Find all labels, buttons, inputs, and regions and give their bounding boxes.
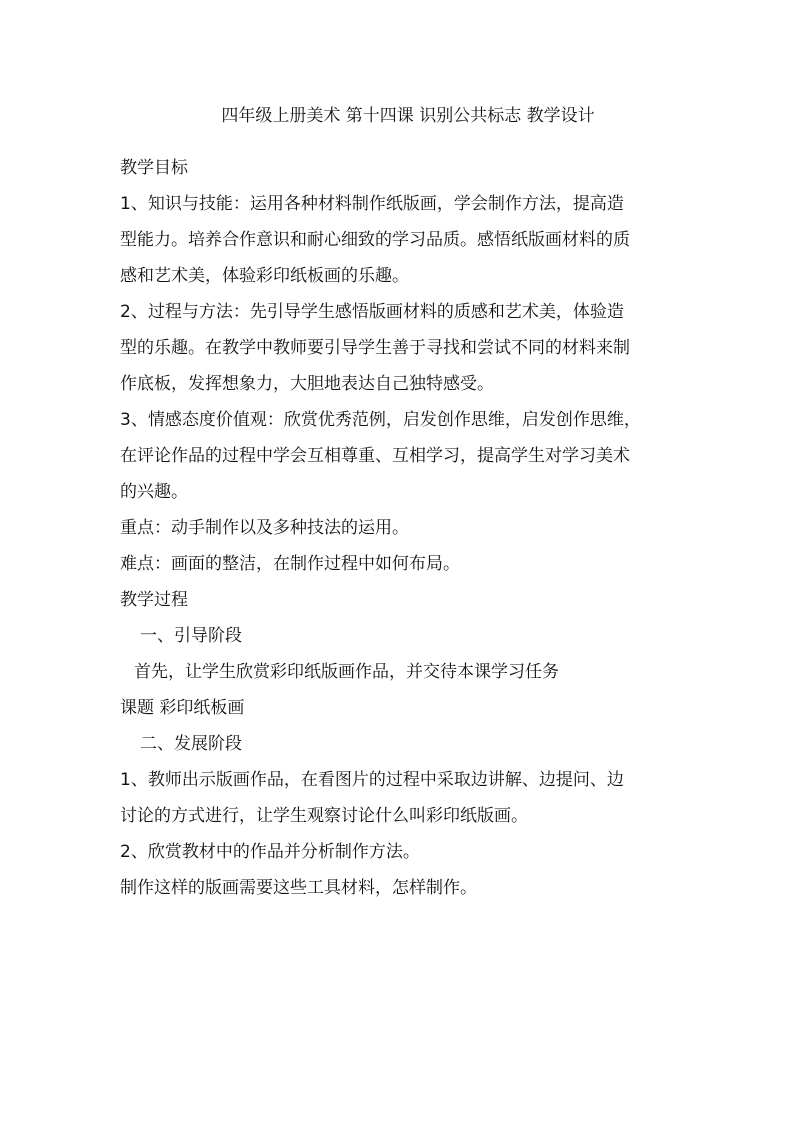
objective-process-method — [120, 294, 680, 402]
stage1-text: 首先，让学生欣赏彩印纸版画作品，并交待本课学习任务 — [134, 662, 559, 682]
stage2-heading: 二、发展阶段 — [140, 734, 242, 754]
document-body — [120, 104, 680, 906]
stage2-item-1 — [120, 762, 680, 834]
objective-line: 作底板，发挥想象力，大胆地表达自己独特感受。 — [120, 374, 494, 394]
objective-line: 2、过程与方法：先引导学生感悟版画材料的质感和艺术美，体验造 — [120, 302, 624, 322]
stage1-heading: 一、引导阶段 — [140, 626, 242, 646]
stage2-text: 制作这样的版画需要这些工具材料，怎样制作。 — [120, 878, 477, 898]
lesson-topic: 课题 彩印纸板画 — [120, 698, 245, 718]
objective-line: 的兴趣。 — [120, 482, 188, 502]
objective-line: 型的乐趣。在教学中教师要引导学生善于寻找和尝试不同的材料来制 — [120, 338, 630, 358]
section-heading-process: 教学过程 — [120, 590, 188, 610]
key-point: 重点：动手制作以及多种技法的运用。 — [120, 518, 409, 538]
objective-line: 感和艺术美，体验彩印纸板画的乐趣。 — [120, 266, 409, 286]
stage2-item-2: 2、欣赏教材中的作品并分析制作方法。 — [120, 842, 420, 862]
objective-line: 在评论作品的过程中学会互相尊重、互相学习，提高学生对学习美术 — [120, 446, 630, 466]
objective-line: 3、情感态度价值观：欣赏优秀范例，启发创作思维，启发创作思维， — [120, 410, 641, 430]
objective-emotion-values — [120, 402, 680, 510]
stage2-item-line: 讨论的方式进行，让学生观察讨论什么叫彩印纸版画。 — [120, 806, 528, 826]
stage2-item-line: 1、教师出示版画作品，在看图片的过程中采取边讲解、边提问、边 — [120, 770, 624, 790]
document-title: 四年级上册美术 第十四课 识别公共标志 教学设计 — [221, 106, 595, 126]
objective-line: 型能力。培养合作意识和耐心细致的学习品质。感悟纸版画材料的质 — [120, 230, 630, 250]
objective-knowledge-skills — [120, 186, 680, 294]
objective-line: 1、知识与技能：运用各种材料制作纸版画，学会制作方法，提高造 — [120, 194, 624, 214]
section-heading-objectives: 教学目标 — [120, 158, 188, 178]
difficult-point: 难点：画面的整洁，在制作过程中如何布局。 — [120, 554, 460, 574]
